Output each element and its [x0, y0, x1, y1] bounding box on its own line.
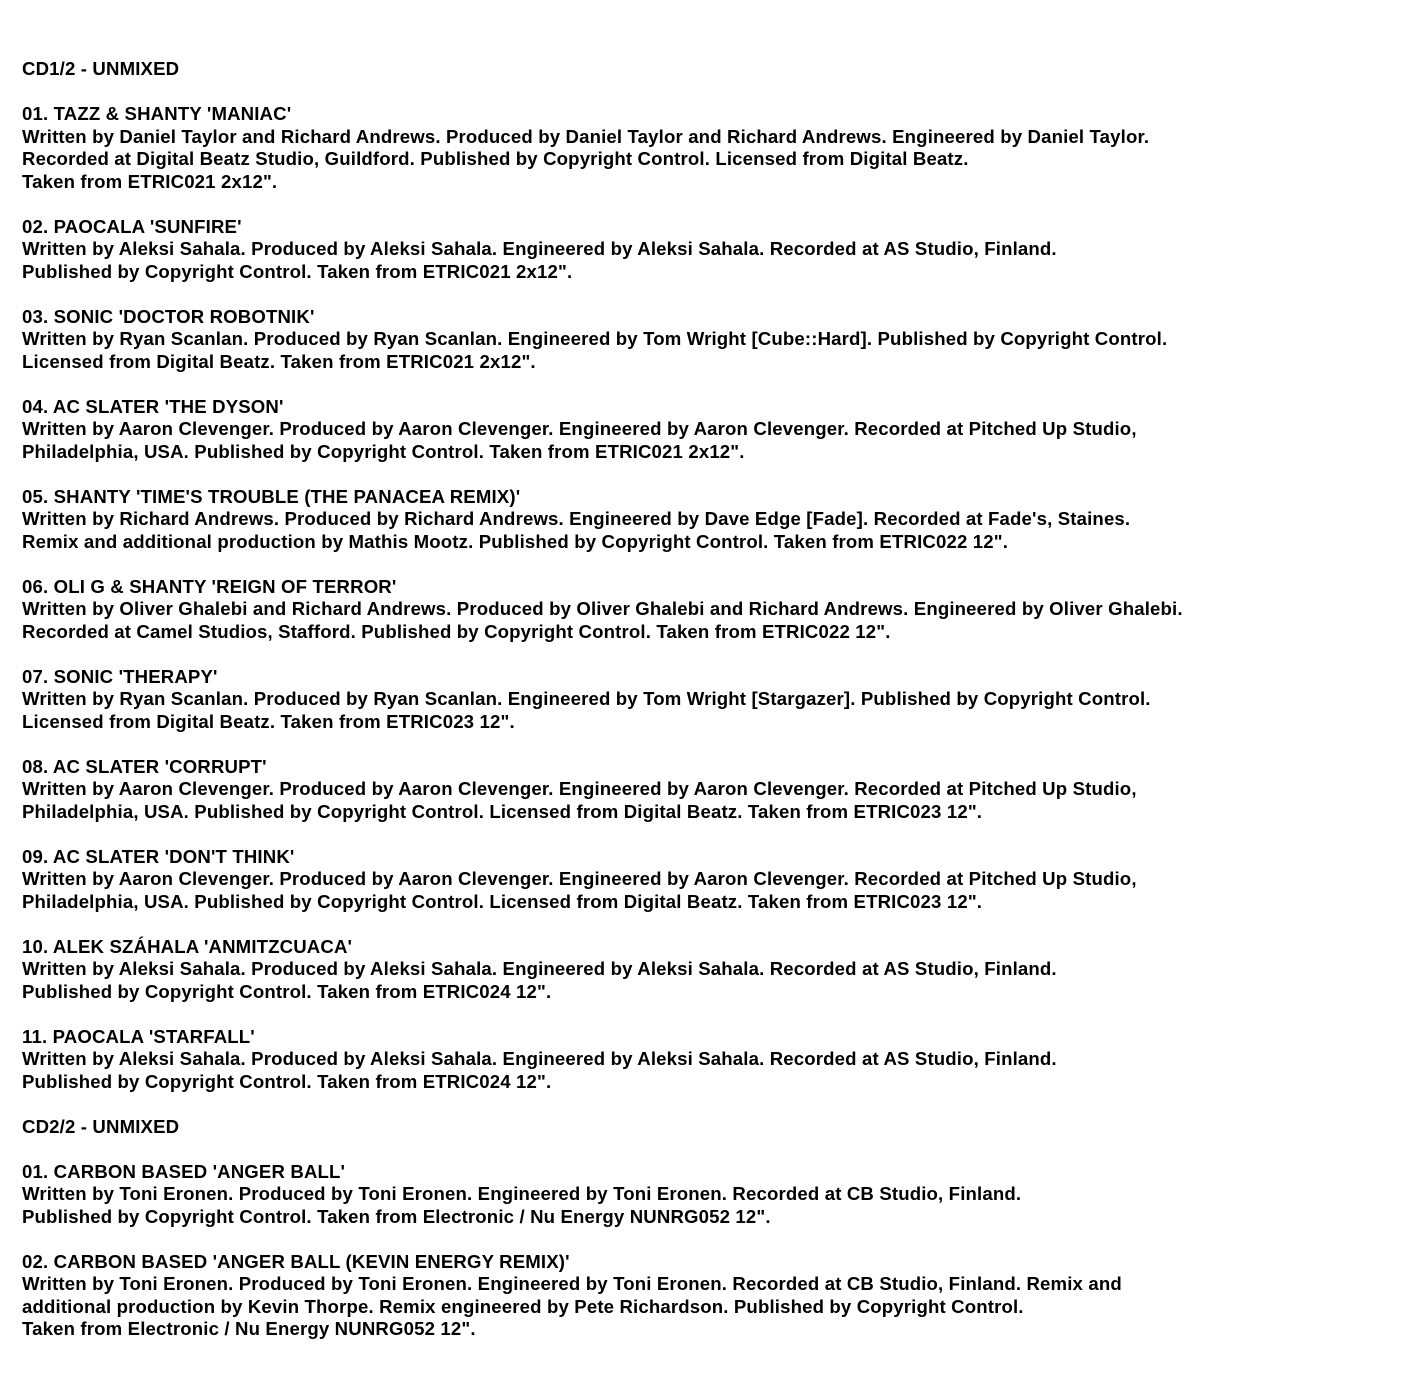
track-credits-line: Philadelphia, USA. Published by Copyright Control. Licensed from Digital Beatz. Taken from ETRIC023 12".: [22, 890, 983, 912]
track-entry: [22, 396, 1417, 464]
track-title: 06. OLI G & SHANTY 'REIGN OF TERROR': [22, 575, 397, 597]
track-title: 02. PAOCALA 'SUNFIRE': [22, 215, 242, 237]
track-entry: [22, 103, 1417, 193]
track-entry: [22, 846, 1417, 914]
track-entry: [22, 1026, 1417, 1094]
track-title: 11. PAOCALA 'STARFALL': [22, 1025, 255, 1047]
track-entry: [22, 1251, 1417, 1341]
track-credits-line: Written by Aaron Clevenger. Produced by Aaron Clevenger. Engineered by Aaron Clevenger. Recorded at Pitched Up Studio,: [22, 868, 1137, 889]
track-credits-line: Published by Copyright Control. Taken from ETRIC021 2x12".: [22, 260, 573, 282]
track-credits-line: Philadelphia, USA. Published by Copyright Control. Licensed from Digital Beatz. Taken from ETRIC023 12".: [22, 800, 983, 822]
track-credits-line: additional production by Kevin Thorpe. Remix engineered by Pete Richardson. Published by Copyright Control.: [22, 1295, 1024, 1317]
track-credits-line: Written by Aleksi Sahala. Produced by Aleksi Sahala. Engineered by Aleksi Sahala. Recorded at AS Studio, Finland.: [22, 238, 1057, 259]
track-credits-line: Published by Copyright Control. Taken from Electronic / Nu Energy NUNRG052 12".: [22, 1205, 771, 1227]
track-title: 10. ALEK SZÁHALA 'ANMITZCUACA': [22, 935, 353, 957]
track-title: 08. AC SLATER 'CORRUPT': [22, 755, 267, 777]
track-credits-line: Written by Daniel Taylor and Richard Andrews. Produced by Daniel Taylor and Richard Andrews. Engineered by Daniel Taylor.: [22, 125, 1150, 147]
track-entry: [22, 936, 1417, 1004]
track-credits-line: Written by Aaron Clevenger. Produced by Aaron Clevenger. Engineered by Aaron Clevenger. Recorded at Pitched Up Studio,: [22, 778, 1137, 799]
track-entry: [22, 756, 1417, 824]
track-credits-line: Written by Oliver Ghalebi and Richard Andrews. Produced by Oliver Ghalebi and Richard Andrews. Engineered by Oliver Ghalebi.: [22, 598, 1183, 619]
track-title: 01. TAZZ & SHANTY 'MANIAC': [22, 103, 292, 124]
track-entry: [22, 1161, 1417, 1229]
track-entry: [22, 216, 1417, 284]
cd-heading: CD1/2 - UNMIXED: [22, 58, 180, 79]
track-credits-line: Taken from ETRIC021 2x12".: [22, 170, 278, 192]
track-credits-line: Taken from Electronic / Nu Energy NUNRG052 12".: [22, 1318, 476, 1339]
track-credits-line: Recorded at Digital Beatz Studio, Guildford. Published by Copyright Control. Licensed from Digital Beatz.: [22, 148, 969, 169]
track-credits-line: Licensed from Digital Beatz. Taken from ETRIC023 12".: [22, 710, 515, 732]
track-credits-line: Written by Ryan Scanlan. Produced by Ryan Scanlan. Engineered by Tom Wright [Cube::Hard]. Published by Copyright Control.: [22, 328, 1168, 349]
track-title: 04. AC SLATER 'THE DYSON': [22, 395, 284, 417]
track-entry: [22, 576, 1417, 644]
track-credits-line: Published by Copyright Control. Taken from ETRIC024 12".: [22, 1070, 552, 1092]
track-title: 09. AC SLATER 'DON'T THINK': [22, 845, 295, 867]
track-credits-line: Written by Aleksi Sahala. Produced by Aleksi Sahala. Engineered by Aleksi Sahala. Recorded at AS Studio, Finland.: [22, 958, 1057, 979]
track-credits-line: Written by Richard Andrews. Produced by Richard Andrews. Engineered by Dave Edge [Fade]. Recorded at Fade's, Staines.: [22, 508, 1131, 529]
track-entry: [22, 666, 1417, 734]
tracklist-document: [22, 58, 1417, 1363]
track-title: 01. CARBON BASED 'ANGER BALL': [22, 1160, 346, 1182]
track-credits-line: Recorded at Camel Studios, Stafford. Published by Copyright Control. Taken from ETRIC022 12".: [22, 620, 891, 642]
track-credits-line: Written by Ryan Scanlan. Produced by Ryan Scanlan. Engineered by Tom Wright [Stargazer]. Published by Copyright Control.: [22, 688, 1151, 709]
track-credits-line: Written by Toni Eronen. Produced by Toni Eronen. Engineered by Toni Eronen. Recorded at CB Studio, Finland.: [22, 1183, 1022, 1204]
track-credits-line: Written by Aleksi Sahala. Produced by Aleksi Sahala. Engineered by Aleksi Sahala. Recorded at AS Studio, Finland.: [22, 1048, 1057, 1069]
track-credits-line: Published by Copyright Control. Taken from ETRIC024 12".: [22, 980, 552, 1002]
track-title: 02. CARBON BASED 'ANGER BALL (KEVIN ENERGY REMIX)': [22, 1250, 570, 1272]
track-credits-line: Written by Toni Eronen. Produced by Toni Eronen. Engineered by Toni Eronen. Recorded at CB Studio, Finland. Remix and: [22, 1273, 1122, 1294]
cd-heading: CD2/2 - UNMIXED: [22, 1115, 180, 1137]
track-credits-line: Licensed from Digital Beatz. Taken from ETRIC021 2x12".: [22, 350, 536, 372]
track-credits-line: Written by Aaron Clevenger. Produced by Aaron Clevenger. Engineered by Aaron Clevenger. Recorded at Pitched Up Studio,: [22, 418, 1137, 439]
track-entry: [22, 306, 1417, 374]
track-entry: [22, 486, 1417, 554]
track-title: 05. SHANTY 'TIME'S TROUBLE (THE PANACEA REMIX)': [22, 485, 521, 507]
track-title: 07. SONIC 'THERAPY': [22, 665, 218, 687]
track-credits-line: Philadelphia, USA. Published by Copyright Control. Taken from ETRIC021 2x12".: [22, 440, 745, 462]
track-title: 03. SONIC 'DOCTOR ROBOTNIK': [22, 305, 315, 327]
track-credits-line: Remix and additional production by Mathis Mootz. Published by Copyright Control. Taken from ETRIC022 12".: [22, 530, 1009, 552]
